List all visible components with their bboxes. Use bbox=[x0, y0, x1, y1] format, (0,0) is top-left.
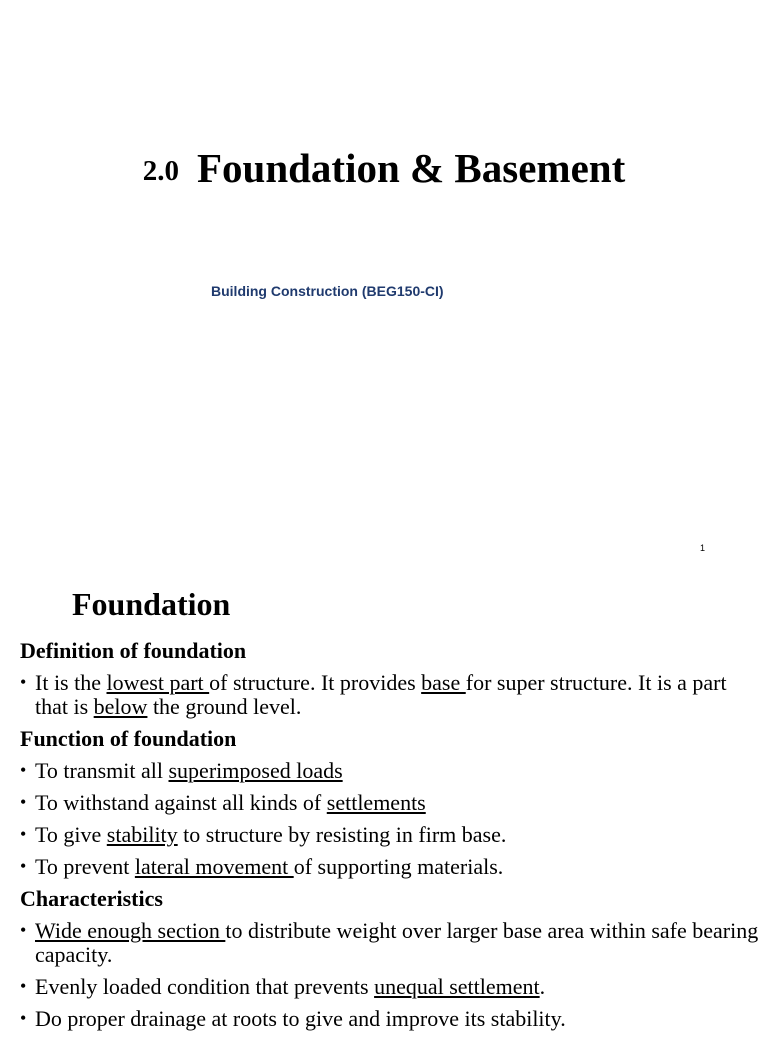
underlined-term: settlements bbox=[326, 790, 426, 815]
underlined-term: stability bbox=[106, 822, 178, 847]
characteristics-bullet bbox=[20, 975, 760, 999]
text-run: To transmit all bbox=[35, 758, 169, 783]
course-subtitle: Building Construction (BEG150-CI) bbox=[211, 283, 444, 299]
definition-list bbox=[20, 671, 760, 719]
function-heading: Function of foundation bbox=[20, 726, 237, 751]
slide-2-body bbox=[20, 639, 760, 1039]
text-run: To give bbox=[35, 822, 107, 847]
text-run: of structure. It provides bbox=[209, 670, 422, 695]
underlined-term: superimposed loads bbox=[168, 758, 343, 783]
function-bullet bbox=[20, 759, 760, 783]
characteristics-list bbox=[20, 919, 760, 1031]
characteristics-bullet: • Do proper drainage at roots to give and improve its stability. bbox=[20, 1007, 760, 1031]
characteristics-bullet bbox=[20, 919, 760, 967]
text-run: for super structure. It is a part that is bbox=[35, 670, 727, 719]
underlined-term: Wide enough section bbox=[35, 918, 226, 943]
text-run: to distribute weight over larger base area within safe bearing capacity. bbox=[35, 918, 759, 967]
text-run: Evenly loaded condition that prevents bbox=[35, 974, 375, 999]
slide-1-title bbox=[0, 144, 768, 192]
underlined-term: lowest part bbox=[106, 670, 210, 695]
text-run: To withstand against all kinds of bbox=[35, 790, 327, 815]
function-bullet bbox=[20, 855, 760, 879]
definition-heading: Definition of foundation bbox=[20, 638, 247, 663]
text-run: It is the bbox=[35, 670, 107, 695]
definition-bullet bbox=[20, 671, 760, 719]
characteristics-heading: Characteristics bbox=[20, 886, 163, 911]
slide-2-title: Foundation bbox=[72, 586, 231, 622]
text-run: of supporting materials. bbox=[293, 854, 504, 879]
chapter-number: 2.0 bbox=[142, 155, 179, 187]
text-run: . bbox=[539, 974, 546, 999]
slide-2 bbox=[0, 572, 768, 1031]
underlined-term: unequal settlement bbox=[374, 974, 540, 999]
underlined-term: below bbox=[93, 694, 148, 719]
function-list bbox=[20, 759, 760, 879]
text-run: to structure by resisting in firm base. bbox=[177, 822, 507, 847]
function-bullet bbox=[20, 791, 760, 815]
text-run: To prevent bbox=[35, 854, 135, 879]
function-bullet bbox=[20, 823, 760, 847]
page-number: 1 bbox=[700, 543, 706, 553]
underlined-term: base bbox=[421, 670, 466, 695]
underlined-term: lateral movement bbox=[134, 854, 294, 879]
text-run: the ground level. bbox=[147, 694, 302, 719]
chapter-title: Foundation & Basement bbox=[196, 145, 626, 191]
